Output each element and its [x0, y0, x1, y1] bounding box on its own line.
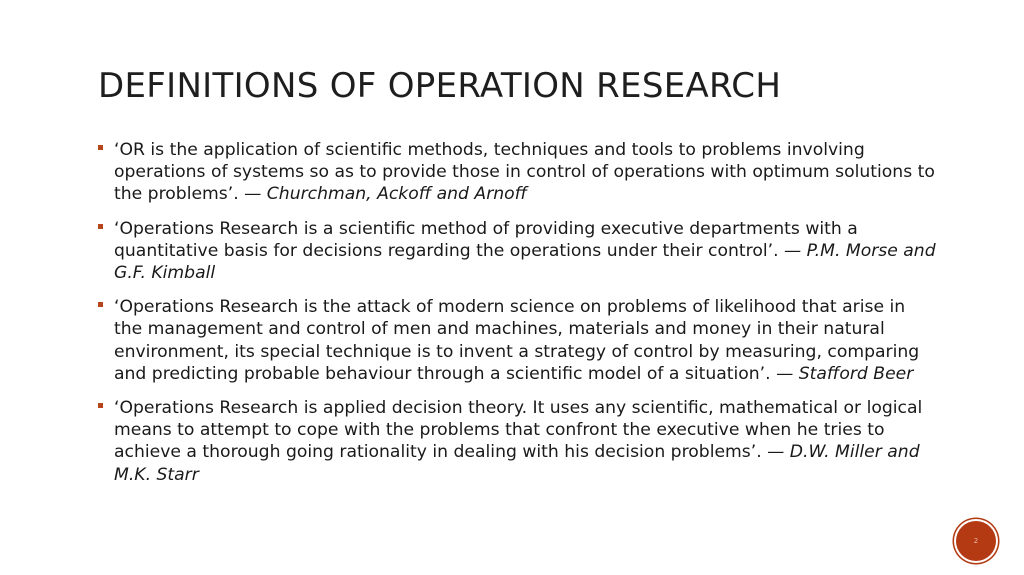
definition-item — [97, 397, 937, 486]
definition-attribution: P.M. Morse and G.F. Kimball — [114, 240, 936, 284]
bullet-square-icon — [98, 224, 103, 229]
definition-attribution: D.W. Miller and M.K. Starr — [114, 442, 920, 485]
definition-text: ‘Operations Research is a scientific method of providing executive departments with a quantitative basis for decisions regarding the operations under their control’. — — [114, 218, 858, 261]
bullet-square-icon — [98, 145, 103, 150]
definition-attribution: Churchman, Ackoff and Arnoff — [266, 184, 528, 205]
bullet-square-icon — [98, 302, 103, 307]
slide-number-badge — [956, 521, 996, 561]
definition-item — [97, 139, 937, 206]
definition-attribution: Stafford Beer — [798, 363, 914, 384]
slide-number-text: 2 — [973, 537, 979, 545]
slide-title: DEFINITIONS OF OPERATION RESEARCH — [98, 66, 782, 106]
definition-text: ‘Operations Research is the attack of modern science on problems of likelihood that arise in the management and control of men and machines, materials and money in their natural environment, its special technique is to invent a strategy of control by measuring, comparing and predicting probable behaviour through a scientific model of a situation’. — — [114, 297, 920, 384]
bullet-square-icon — [98, 403, 103, 408]
definition-text: ‘Operations Research is applied decision theory. It uses any scientific, mathematical or logical means to attempt to cope with the problems that confront the executive when he tries to achieve a thorough going rationality in dealing with his decision problems’. — — [114, 398, 923, 463]
definition-item — [97, 296, 937, 385]
definition-text: ‘OR is the application of scientific methods, techniques and tools to problems involving operations of systems so as to provide those in control of operations with optimum solutions to the problems’. — — [114, 140, 935, 205]
definition-item — [97, 218, 937, 285]
definitions-list — [97, 139, 937, 498]
